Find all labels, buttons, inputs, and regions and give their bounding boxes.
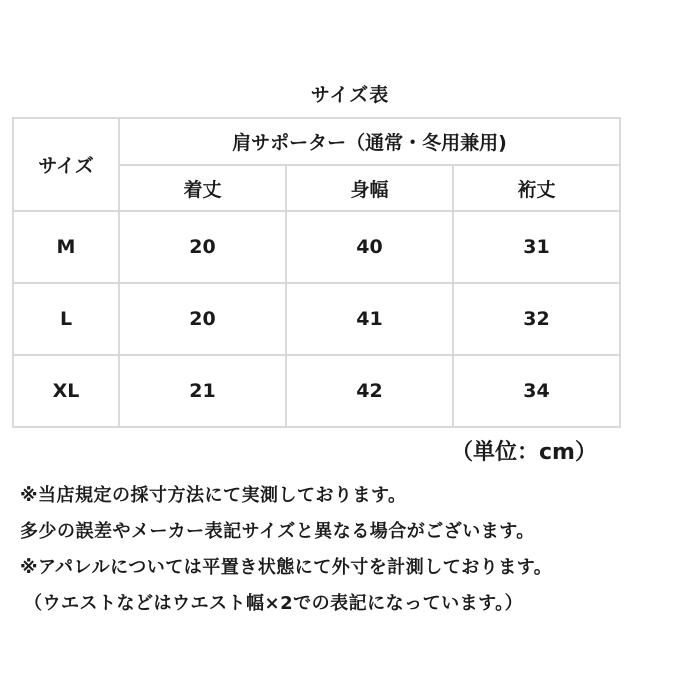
table-cell: 21 bbox=[119, 355, 286, 427]
note-line: ※当店規定の採寸方法にて実測しております。 bbox=[20, 485, 407, 506]
table-cell: 40 bbox=[286, 211, 453, 283]
table-cell: 34 bbox=[453, 355, 620, 427]
table-cell: 20 bbox=[119, 211, 286, 283]
table-header-row bbox=[13, 118, 620, 165]
unit-label: （単位：cm） bbox=[451, 440, 597, 465]
note-line: （ウエストなどはウエスト幅×2での表記になっています。） bbox=[24, 593, 524, 614]
column-header-width: 身幅 bbox=[286, 165, 453, 211]
size-column-header: サイズ bbox=[13, 118, 119, 211]
table-cell: 42 bbox=[286, 355, 453, 427]
size-table bbox=[12, 117, 621, 428]
table-cell: 31 bbox=[453, 211, 620, 283]
size-label: XL bbox=[13, 355, 119, 427]
table-cell: 20 bbox=[119, 283, 286, 355]
column-header-sleeve: 裄丈 bbox=[453, 165, 620, 211]
note-line: 多少の誤差やメーカー表記サイズと異なる場合がございます。 bbox=[20, 521, 535, 542]
table-row bbox=[13, 283, 620, 355]
table-row bbox=[13, 211, 620, 283]
page-title: サイズ表 bbox=[310, 84, 390, 106]
note-line: ※アパレルについては平置き状態にて外寸を計測しております。 bbox=[20, 557, 553, 578]
table-row bbox=[13, 355, 620, 427]
product-group-header: 肩サポーター（通常・冬用兼用) bbox=[119, 118, 620, 165]
table-cell: 41 bbox=[286, 283, 453, 355]
size-label: M bbox=[13, 211, 119, 283]
table-cell: 32 bbox=[453, 283, 620, 355]
notes bbox=[20, 478, 690, 622]
column-header-length: 着丈 bbox=[119, 165, 286, 211]
size-label: L bbox=[13, 283, 119, 355]
